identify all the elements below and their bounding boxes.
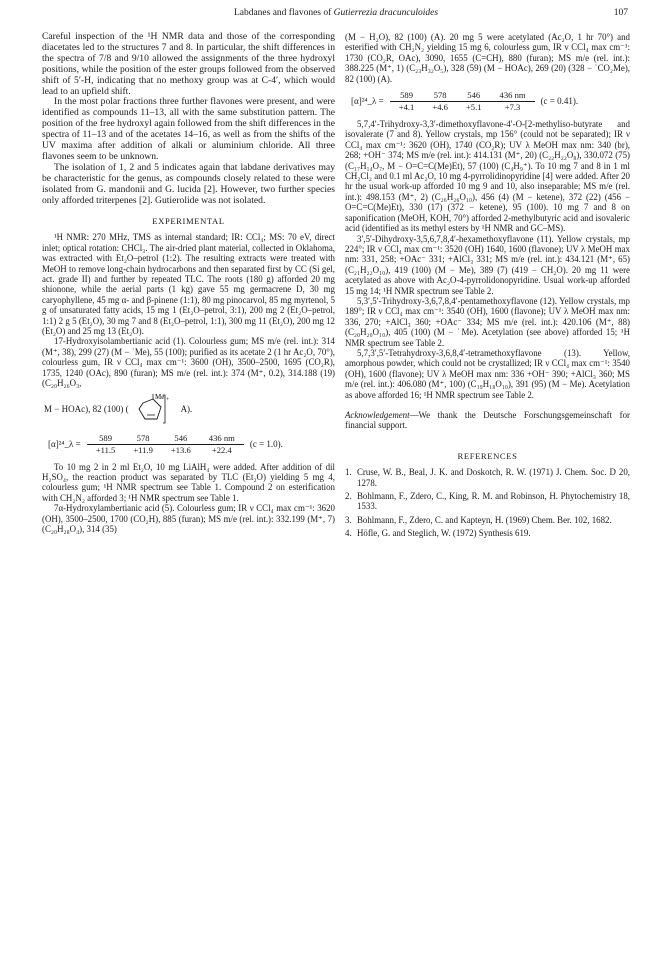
reference-item <box>345 491 630 512</box>
discussion-paragraph-2: In the most polar fractions three further flavones were present, and were identified as compounds 11–13, all with the same substitution pattern. The position of the free hydroxyl again followed from the shift differences in the spectra of 11–13 and of the acetates 14–16, as well as from the shifts of the UV maxima after addition of alkali or aluminium chloride. All three flavones seem to be unknown. <box>42 96 335 162</box>
reference-text: Höfle, G. and Steglich, W. (1972) Synthesis 619. <box>357 528 531 539</box>
rotation-value-cell: +5.1 <box>465 102 482 113</box>
right-column <box>345 32 630 542</box>
experimental-paragraph-5: (M − H₂O), 82 (100) (A). 20 mg 5 were acetylated (Ac₂O, 1 hr 70°) and esterified with CH₂N₂ yielding 15 mg 6, colourless gum, IR ν CCl₄ max cm⁻¹: 1730 (CO₂R, OAc), 3090, 1655 (C=CH), 880 (furan); MS m/e (rel. int.): 388.225 (M⁺, 1) (C₂₃H₃₂O₅), 328 (59) (M − HOAc), 269 (20) (328 − ˙CO₂Me), 82 (100) (A). <box>345 32 630 84</box>
acknowledgement-text: —We thank the Deutsche Forschungsgemeinschaft for financial support. <box>345 410 630 431</box>
reference-item <box>345 467 630 488</box>
furan-structure-icon <box>129 393 181 427</box>
experimental-paragraph-4: 7α-Hydroxylambertianic acid (5). Colourless gum; IR ν CCl₄ max cm⁻¹: 3620 (OH), 3500–2500, 1700 (CO₂H), 885 (furan); MS m/e (rel. int.): 332.199 (M⁺, 7) (C₂₀H₂₈O₄), 314 (35) <box>42 503 335 534</box>
reference-number: 1. <box>345 467 352 478</box>
wavelength-cell: 436 nm <box>491 90 535 102</box>
wavelength-cell: 578 <box>124 433 162 445</box>
wavelength-cell: 436 nm <box>200 433 244 445</box>
reference-text: Bohlmann, F., Zdero, C., King, R. M. and Robinson, H. Phytochemistry 18, 1533. <box>357 491 630 512</box>
optical-rotation-formula-1 <box>48 433 335 456</box>
experimental-heading: EXPERIMENTAL <box>152 215 225 226</box>
rotation-value-cell: +7.3 <box>504 102 521 113</box>
wavelength-cell: 546 <box>457 90 491 102</box>
rotation-symbol: [α]²⁴_λ = <box>48 438 81 449</box>
wavelength-cell: 589 <box>87 433 125 445</box>
reference-number: 4. <box>345 528 352 539</box>
rotation-value-cell: +4.1 <box>398 102 415 113</box>
running-title-species: Gutierrezia dracunculoides <box>333 8 439 18</box>
reference-number: 2. <box>345 491 352 502</box>
wavelength-cell: 589 <box>390 90 424 102</box>
svg-text:+: + <box>165 396 169 403</box>
experimental-paragraph-3: To 10 mg 2 in 2 ml Et₂O, 10 mg LiAlH₄ were added. After addition of dil H₂SO₄, the reaction product was separated by TLC (Et₂O) yielding 5 mg 4, colourless gum; ¹H NMR spectrum see Table 1. Compound 2 on esterification with CH₂N₂ afforded 3; ¹H NMR spectrum see Table 1. <box>42 461 335 503</box>
rotation-table <box>87 433 244 456</box>
rotation-value-cell: +13.6 <box>170 444 191 455</box>
rotation-symbol: [α]²⁴_λ = <box>351 96 384 107</box>
acknowledgement-label: Acknowledgement <box>345 410 410 420</box>
experimental-paragraph-2: 17-Hydroxyisolambertianic acid (1). Colourless gum; MS m/e (rel. int.): 314 (M⁺, 38), 299 (27) (M − ˙Me), 55 (100); purified as its acetate 2 (1 hr Ac₂O, 70°), colourless gum, IR ν CCl₄ max cm⁻¹: 3600 (OH), 3500–2500, 1695 (CO₂R), 1735, 1240 (OAc), 890 (furan); MS m/e (rel. int.): 374 (M⁺, 0.2), 314.188 (19) (C₂₀H₂₆O₃, <box>42 336 335 389</box>
running-title: Labdanes and flavones of Gutierrezia dracunculoides <box>233 8 439 18</box>
references-heading: REFERENCES <box>457 450 518 461</box>
left-column <box>42 32 335 534</box>
wavelength-cell: 578 <box>423 90 457 102</box>
reference-text: Bohlmann, F., Zdero, C. and Kapteyn, H. (1969) Chem. Ber. 102, 1682. <box>357 514 612 525</box>
rotation-value-cell: +22.4 <box>211 444 232 455</box>
rotation-value-cell: +4.6 <box>432 102 448 113</box>
optical-rotation-formula-2 <box>351 90 630 113</box>
wavelength-cell: 546 <box>162 433 200 445</box>
rotation-table <box>390 90 535 113</box>
reference-text: Cruse, W. B., Beal, J. K. and Doskotch, R. W. (1971) J. Chem. Soc. D 20, 1278. <box>357 467 630 488</box>
references-list <box>345 467 630 538</box>
methyl-label: Me <box>154 392 164 401</box>
experimental-section <box>42 232 335 534</box>
rotation-value-cell: +11.9 <box>133 444 153 455</box>
experimental-paragraph-8: 5,3′,5′-Trihydroxy-3,6,7,8,4′-pentamethoxyflavone (12). Yellow crystals, mp 189°; IR ν CCl₄ max cm⁻¹: 3540 (OH), 1600 (flavone); UV λ MeOH max nm: 336, 270; +AlCl₃ 360; +OAc⁻ 334; MS m/e (rel. int.): 420.106 (M⁺, 88) (C₂₀H₂₀O₁₀), 405 (100) (M − ˙Me). Acetylation (see above) afforded 15; ¹H NMR spectrum see Table 2. <box>345 295 630 348</box>
reference-item <box>345 515 630 525</box>
experimental-paragraph-1: ¹H NMR: 270 MHz, TMS as internal standard; IR: CCl₄; MS: 70 eV, direct inlet; optical rotation: CHCl₃. The air-dried plant material, collected in Oklahoma, was extracted with Et₂O–petrol (1:2). The resulting extracts were treated with MeOH to remove long-chain hydrocarbons and then separated first by CC (Si gel, act. grade II) and further by repeated TLC. The roots (180 g) afforded 20 mg shionone, while the aerial parts (1 kg) gave 55 mg germacrene D, 30 mg caryophyllene, 45 mg α- and β-pinene (1:1), 80 mg pinocarvol, 85 mg myrtenol, 5 g of unsaturated fatty acids, 15 mg 1 (Et₂O–petrol, 3:1), 200 mg 2 (Et₂O–petrol, 1:1) 2 g 5 (Et₂O), 30 mg 7 and 8 (Et₂O–petrol, 1:1), 300 mg 11 (Et₂O), 200 mg 12 (Et₂O) and 25 mg 13 (Et₂O). <box>42 232 335 337</box>
reference-item <box>345 528 630 538</box>
page-number: 107 <box>613 8 628 18</box>
discussion-paragraph-1: Careful inspection of the ¹H NMR data and those of the corresponding diacetates led to the structures 7 and 8. In particular, the shift differences in the spectra of 7/8 and 9/10 allowed the assignments of the three hydroxyl positions, while the position of the ester groups followed from the observed shift of 5′-H, indicating that no methoxy group was at C-4′, which would lead to an upfield shift. <box>42 31 335 97</box>
experimental-paragraph-7: 3′,5′-Dihydroxy-3,5,6,7,8,4′-hexamethoxyflavone (11). Yellow crystals, mp 224°; IR ν CCl₄ max cm⁻¹: 3520 (OH) 1640, 1600 (flavone); UV λ MeOH max nm: 331, 258; +OAc⁻ 331; +AlCl₃ 331; MS m/e (rel. int.): 434.121 (M⁺, 65) (C₂₁H₂₂O₁₀), 419 (100) (M − Me), 389 (7) (419 − CH₂O). 20 mg 11 were acetylated as above with Ac₂O-4-pyrrolidonopyridine. Usual work-up afforded 15 mg 14; ¹H NMR spectrum see Table 2. <box>345 233 630 296</box>
experimental-paragraph-9: 5,7,3′,5′-Tetrahydroxy-3,6,8,4′-tetramethoxyflavone (13). Yellow, amorphous powder, which could not be crystallized; IR ν CCl₄ max cm⁻¹: 3540 (OH), 1600 (flavone); UV λ MeOH max nm: 336 +OH⁻ 390; +AlCl₃ 360; MS m/e (rel. int.): 406.080 (M⁺, 100) (C₁₉H₁₈O₁₀), 391 (95) (M − Me). Acetylation as above afforded 16; ¹H NMR spectrum see Table 2. <box>345 347 630 400</box>
rotation-value-cell: +11.5 <box>95 444 116 455</box>
reference-number: 3. <box>345 514 352 525</box>
furan-fragment-line <box>44 393 335 427</box>
experimental-paragraph-6: 5,7,4′-Trihydroxy-3,3′-dimethoxyflavone-4′-O-[2-methyliso-butyrate and isovalerate (7 and 8). Yellow crystals, mp 156° (could not be separated); IR ν CCl₄ max cm⁻¹: 3620 (OH), 1740 (CO₂R); UV λ MeOH max nm: 340 (br), 268; +OH⁻ 374; MS m/e (rel. int.): 414.131 (M⁺, 20) (C₂₂H₂₂O₈), 330.072 (75) (C₁₇H₁₄O₇, M − O=C=C(Me)Et), 57 (100) (C₄H₉⁺). To 10 mg 7 and 8 in 1 ml CH₂Cl₂ and 0.1 ml Ac₂O, 10 mg 4-pyrrolidinopyridine [4] were added. After 20 hr the usual work-up afforded 10 mg 9 and 10, also inseparable; MS m/e (rel. int.): 498.153 (M⁺, 2) (C₂₆H₂₆O₁₀), 456 (4) (M − ketene), 372 (22) (456 − O=C=C(Me)Et), 330 (17) (372 − ketene), 95 (100). 10 mg 7 and 8 on saponification (MeOH, KOH, 70°) afforded 2-methylbutyric acid and isovaleric acid (identified as its methyl esters by ¹H NMR and GC–MS). <box>345 119 630 234</box>
fragment-text-before: M − HOAc), 82 (100) ( <box>44 404 129 415</box>
rotation-concentration: (c = 0.41). <box>540 96 579 107</box>
fragment-text-after: A). <box>180 404 193 415</box>
acknowledgement <box>345 410 630 431</box>
discussion-paragraph-3: The isolation of 1, 2 and 5 indicates again that labdane derivatives may be characteristic for the genus, as compounds closely related to these were isolated from G. mandonii and G. lucida [2]. However, two further species only afforded triterpenes [2]. Gutierolide was not isolated. <box>42 161 335 206</box>
rotation-concentration: (c = 1.0). <box>249 438 283 449</box>
